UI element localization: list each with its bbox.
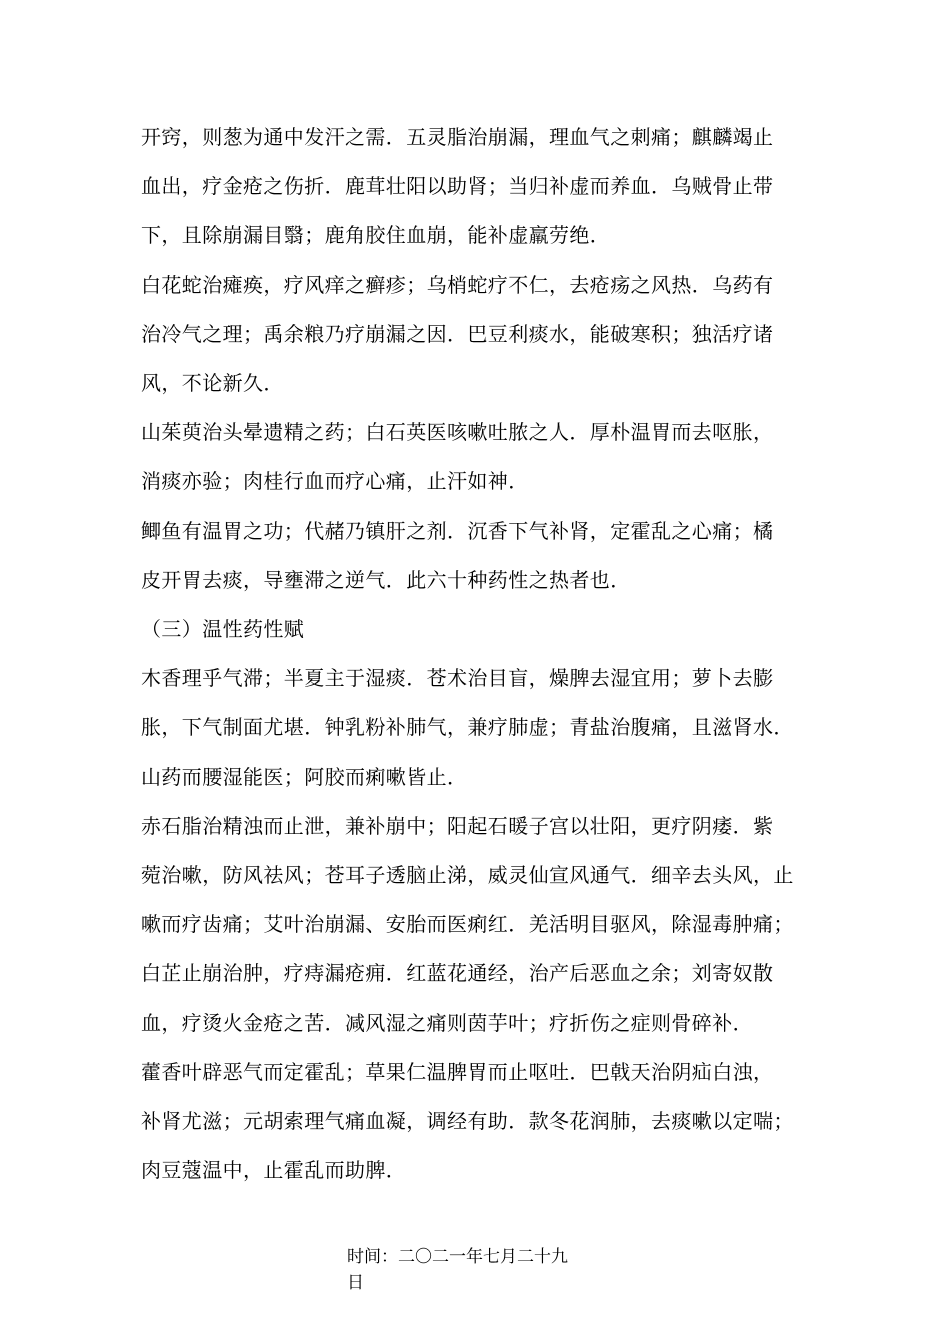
paragraph: 鲫鱼有温胃之功；代赭乃镇肝之剂．沉香下气补肾，定霍乱之心痛；橘 皮开胃去痰，导壅滞之逆气．此六十种药性之热者也．: [141, 518, 774, 592]
paragraph: 木香理乎气滞；半夏主于湿痰．苍术治目盲，燥脾去湿宜用；萝卜去膨 胀，下气制面尤堪．钟乳粉补肺气，兼疗肺虚；青盐治腹痛，且滋肾水． 山药而腰湿能医；阿胶而痢嗽皆止．: [141, 666, 794, 789]
section-heading: （三）温性药性赋: [141, 617, 305, 642]
body-text: [141, 113, 831, 1195]
paragraph: 赤石脂治精浊而止泄，兼补崩中；阳起石暖子宫以壮阳，更疗阴痿．紫 菀治嗽，防风祛风；苍耳子透脑止涕，威灵仙宣风通气．细辛去头风，止 嗽而疗齿痛；艾叶治崩漏、安胎而医痢红．羌活明目驱风，除湿毒肿痛； 白芷止崩治肿，疗痔漏疮痈．红蓝花通经，治产后恶血之余；刘寄奴散 血，疗烫火金疮之苦．减风湿之痛则茵芋叶；疗折伤之症则骨碎补．: [141, 813, 794, 1035]
date-footer: 时间：二〇二一年七月二十九 日: [347, 1247, 568, 1293]
paragraph: 藿香叶辟恶气而定霍乱；草果仁温脾胃而止呕吐．巴戟天治阴疝白浊， 补肾尤滋；元胡索理气痛血凝，调经有助．款冬花润肺，去痰嗽以定喘； 肉豆蔻温中，止霍乱而助脾．: [141, 1059, 794, 1183]
paragraph: 开窍，则葱为通中发汗之需．五灵脂治崩漏，理血气之刺痛；麒麟竭止 血出，疗金疮之伤折．鹿茸壮阳以助肾；当归补虚而养血．乌贼骨止带 下，且除崩漏目翳；鹿角胶住血崩，能补虚羸劳绝．: [141, 125, 774, 248]
paragraph: 白花蛇治瘫痪，疗风痒之癣疹；乌梢蛇疗不仁，去疮疡之风热．乌药有 治冷气之理；禹余粮乃疗崩漏之因．巴豆利痰水，能破寒积；独活疗诸 风，不论新久．: [141, 272, 774, 396]
paragraph: 山茱萸治头晕遗精之药；白石英医咳嗽吐脓之人．厚朴温胃而去呕胀， 消痰亦验；肉桂行血而疗心痛，止汗如神．: [141, 420, 774, 494]
